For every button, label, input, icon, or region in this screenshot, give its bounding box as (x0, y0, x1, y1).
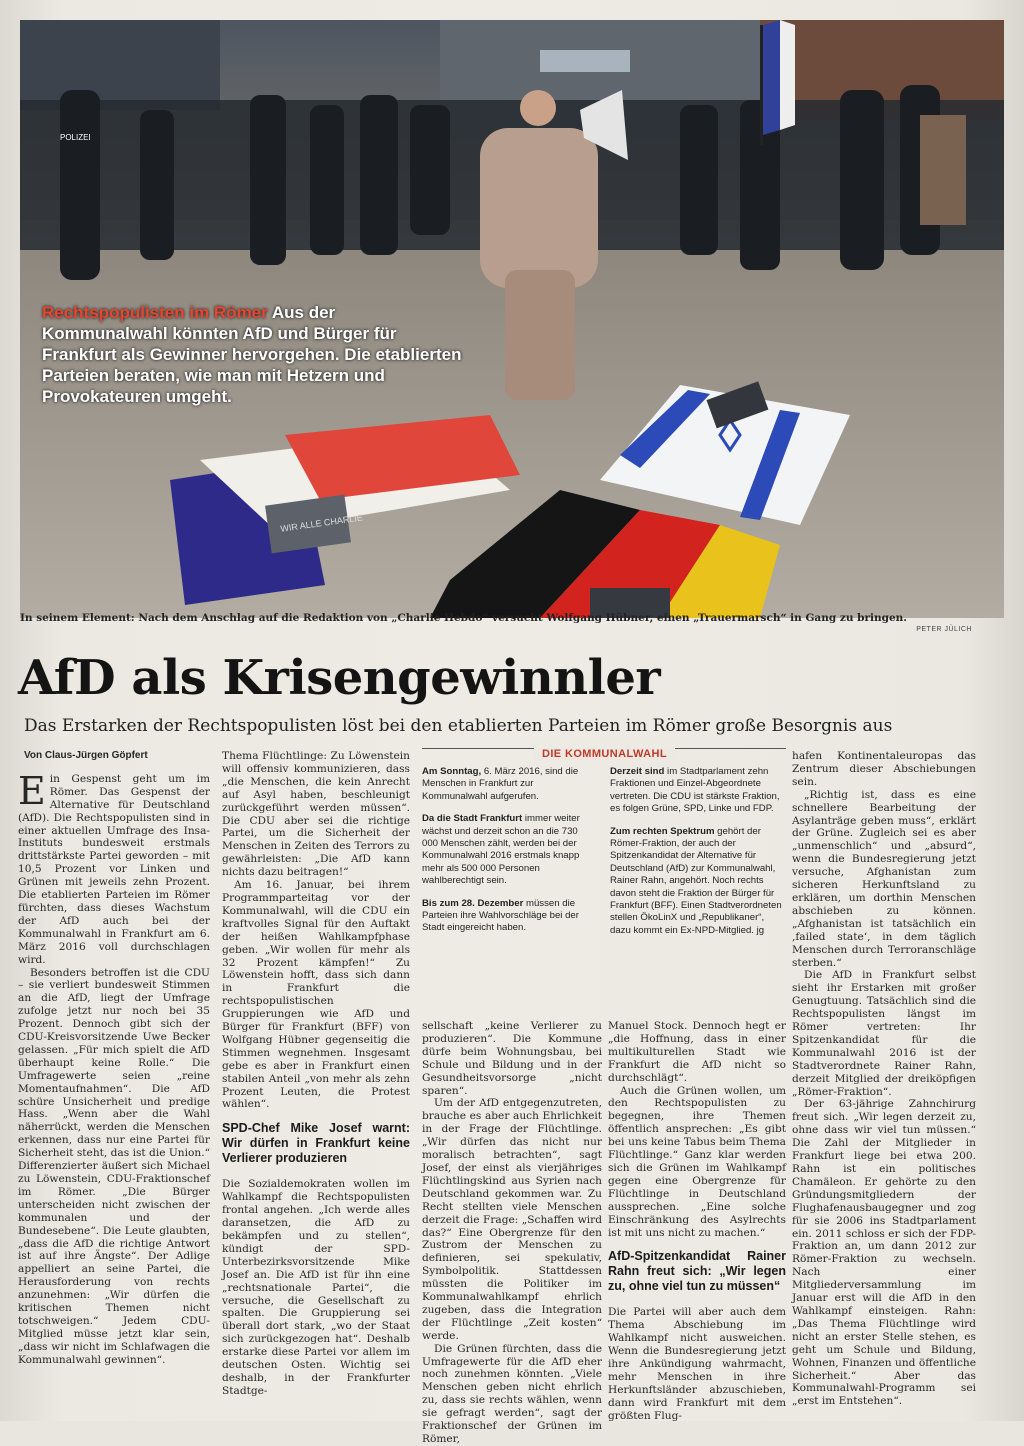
photo-overlay-caption (42, 302, 462, 407)
article-column-4 (608, 1020, 786, 1423)
ground-sign-text: WIR ALLE CHARLIE (279, 512, 364, 534)
article-column-5 (792, 750, 976, 1408)
paragraph: Thema Flüchtlinge: Zu Löwenstein will offensiv kommunizieren, dass „die Menschen, die kein Anrecht auf Asyl haben, beschleunigt zurückgeführt werden müssen“. Die CDU aber sei die richtige Partei, um die Sicherheit der Menschen in Zeiten des Terrors zu gewährleisten: „Die AfD kann nichts dazu beitragen!“ (222, 750, 410, 879)
photo-credit: PETER JÜLICH (916, 626, 972, 633)
paragraph: Der 63-jährige Zahnchirurg freut sich. „Wir legen derzeit zu, ohne dass wir viel tun müssen.“ Die Zahl der Mitglieder in Frankfurt liege bei etwa 200. Rahn ist ein politisches Chamäleon. Er gehörte zu den Gründungsmitgliedern der Flughafenausbaugegner und zog für sie 2006 ins Stadtparlament ein. 2011 schloss er sich der FDP-Fraktion an, um dann 2012 zur Römer-Fraktion zu wechseln. Nach einer Mitgliederversammlung im Januar erst will die AfD in den Wahlkampf einsteigen. Rahn: „Das Thema Flüchtlinge wird nicht an erster Stelle stehen, es geht um Schule und Bildung, Wohnen, Finanzen und öffentliche Sicherheit.“ Aber das Kommunalwahl-Programm sei „erst im Entstehen“. (792, 1098, 976, 1408)
paragraph: Die Grünen fürchten, dass die Umfragewerte für die AfD eher noch zunehmen könnten. „Viele Menschen geben nicht ehrlich zu, dass sie rechts wählen, wenn sie gefragt werden“, sagt der Fraktionschef der Grünen im Römer, (422, 1342, 602, 1445)
photo-overlay-text: Aus der Kommunalwahl könnten AfD und Bürger für Frankfurt als Gewinner hervorgehen. Die etablierten Parteien beraten, wie man mit Hetzern und Provokateuren umgeht. (42, 303, 462, 406)
info-item: Derzeit sind im Stadtparlament zehn Fraktionen und Einzel-Abgeordnete vertreten. Die CDU ist stärkste Fraktion, es folgen Grüne, SPD, Linke und FDP. (610, 766, 780, 815)
info-item: Bis zum 28. Dezember müssen die Parteien ihre Wahlvorschläge bei der Stadt eingereicht haben. (422, 897, 579, 934)
lead-photo (20, 20, 1004, 618)
paragraph: Ein Gespenst geht um im Römer. Das Gespenst der Alternative für Deutschland (AfD). Die Rechtspopulisten sind in einer aktuellen Umfrage des Insa-Instituts bundesweit erstmals drittstärkste Partei geworden – mit 10,5 Prozent vor Linken und Grünen mit jeweils zehn Prozent. Die etablierten Parteien im Römer fürchten, dass dieses Wachstum der AfD auch bei der Kommunalwahl in Frankfurt am 6. März 2016 voll durchschlagen wird. (18, 768, 210, 966)
info-item: Am Sonntag, 6. März 2016, sind die Menschen in Frankfurt zur Kommunalwahl aufgerufen. (422, 766, 579, 802)
drop-cap: E (18, 768, 46, 813)
byline: Von Claus-Jürgen Göpfert (24, 750, 148, 761)
section-subhead-spd: SPD-Chef Mike Josef warnt: Wir dürfen in Frankfurt keine Verlierer produzieren (222, 1121, 410, 1166)
info-box-kommunalwahl (422, 748, 786, 998)
article-column-2 (222, 750, 410, 1398)
headline: AfD als Krisengewinnler (18, 650, 661, 706)
article-column-1 (18, 750, 210, 1367)
info-item: Zum rechten Spektrum gehört der Römer-Fraktion, der auch der Spitzenkandidat der Alternative für Deutschland (AfD) zur Kommunalwahl, Rainer Rahn, angehört. Noch rechts davon steht die Fraktion der Bürger für Frankfurt (BFF). Einen Stadtverordneten stellen ÖkoLinX und „Republikaner“, dazu kommt ein Ex-NPD-Mitglied. jg (610, 825, 782, 936)
police-vest-label: POLIZEI (60, 133, 91, 142)
section-subhead-afd: AfD-Spitzenkandidat Rainer Rahn freut sich: „Wir legen zu, ohne viel tun zu müssen“ (608, 1249, 786, 1294)
info-item: Da die Stadt Frankfurt immer weiter wächst und derzeit schon an die 730 000 Menschen zählt, werden bei der Kommunalwahl 2016 erstmals knapp mehr als 500 000 Personen wahlberechtigt sein. (422, 813, 580, 887)
paragraph: sellschaft „keine Verlierer zu produzieren“. Die Kommune dürfe beim Wohnungsbau, bei Schule und Bildung und in der Gesundheitsvorsorge „nicht sparen“. (422, 1020, 602, 1097)
info-box-left-column (422, 766, 594, 945)
article-column-3 (422, 1020, 602, 1446)
paragraph: „Richtig ist, dass es eine schnellere Bearbeitung der Asylanträge geben muss“, erklärt der Grüne. Zugleich sei es aber „unmenschlich“ und „absurd“, wenn die Bundesregierung jetzt versuche, Afghanistan zum sicheren Herkunftsland zu erklären, um dorthin Menschen abschieben zu können. „Afghanistan ist tatsächlich ein ‚failed state‘, in dem täglich Menschen durch Terroranschläge sterben.“ (792, 788, 976, 969)
paragraph: Auch die Grünen wollen, um den Rechtspopulisten zu begegnen, ihre Themen öffentlich ansprechen: „Es gibt bei uns keine Tabus beim Thema Flüchtlinge.“ Ganz klar werden sich die Grünen im Wahlkampf gegen eine Obergrenze für Flüchtlinge in Deutschland aussprechen. „Eine solche Einschränkung des Asylrechts ist mit uns nicht zu machen.“ (608, 1084, 786, 1239)
paragraph: Manuel Stock. Dennoch hegt er „die Hoffnung, dass in einer multikulturellen Stadt wie Frankfurt die AfD nicht so durchschlägt“. (608, 1020, 786, 1084)
paragraph: Die Sozialdemokraten wollen im Wahlkampf die Rechtspopulisten frontal angehen. „Ich werde alles daransetzen, die AfD zu bekämpfen und zu stellen“, kündigt der SPD-Unterbezirksvorsitzende Mike Josef an. Die AfD ist für ihn eine „rechtsnationale Partei“, die versuche, die Gesellschaft zu spalten. Die Gruppierung sei überall dort stark, „wo der Staat sich zurückgezogen hat“. Deshalb erstarke diese Partei vor allem im deutschen Osten. Wichtig sei deshalb, in der Frankfurter Stadtge- (222, 1178, 410, 1397)
info-box-title: DIE KOMMUNALWAHL (534, 748, 675, 760)
paragraph: Besonders betroffen ist die CDU – sie verliert bundesweit Stimmen an die AfD, liegt der Umfrage zufolge jetzt nur noch bei 35 Prozent. Dennoch gibt sich der CDU-Kreisvorsitzende Uwe Becker gelassen. „Für mich spielt die AfD überhaupt keine Rolle.“ Die Umfragewerte seien „reine Momentaufnahmen“. Die AfD schüre Unsicherheit und predige Hass. „Wenn aber die Wahl näherrückt, werden die Menschen erkennen, dass nur eine Partei für Sicherheit steht, das ist die Union.“ Differenzierter äußert sich Michael zu Löwenstein, CDU-Fraktionschef im Römer. „Die Bürger unterscheiden nicht zwischen der kommunalen und der Bundesebene“. Die Leute glaubten, „dass die AfD die richtige Antwort ist auf ihre Ängste“. Der Adlige appelliert an seine Partei, die Herausforderung von rechts anzunehmen: „Wir dürfen die kritischen Themen nicht totschweigen.“ Jedem CDU-Mitglied müsse jetzt klar sein, „dass wir nicht im Schlafwagen die Kommunalwahl gewinnen“. (18, 966, 210, 1366)
paragraph: Die Partei will aber auch dem Thema Abschiebung im Wahlkampf nicht ausweichen. Wenn die Bundesregierung jetzt ihre Ankündigung wahrmacht, mehr Menschen in ihre Herkunftsländer abzuschieben, dann wird Frankfurt mit dem größten Flug- (608, 1306, 786, 1422)
paragraph: Die AfD in Frankfurt selbst sieht ihr Erstarken mit großer Genugtuung. Tatsächlich sind die Rechtspopulisten längst im Römer vertreten: Ihr Spitzenkandidat für die Kommunalwahl 2016 ist der Stadtverordnete Rainer Rahn, derzeit Mitglied der dreiköpfigen „Römer-Fraktion“. (792, 969, 976, 1098)
paragraph: Am 16. Januar, bei ihrem Programmparteitag vor der Kommunalwahl, will die CDU ein kraftvolles Signal für den Auftakt der heißen Wahlkampfphase geben. „Wir wollen für mehr als 32 Prozent kämpfen!“ Zu Löwenstein hofft, dass sich dann in Frankfurt die rechtspopulistischen Gruppierungen wie AfD und Bürger für Frankfurt (BFF) von Wolfgang Hübner gegenseitig die Stimmen wegnehmen. Insgesamt gebe es aber in Frankfurt einen stabilen Anteil „von mehr als zehn Prozent Leuten, die Protest wählen“. (222, 879, 410, 1111)
info-box-right-column (610, 766, 782, 947)
photo-caption: In seinem Element: Nach dem Anschlag auf die Redaktion von „Charlie Hebdo“ versucht Wolfgang Hübner, einen „Trauermarsch“ in Gang zu bringen. (20, 612, 907, 624)
paragraph: hafen Kontinentaleuropas das Zentrum dieser Abschiebungen sein. (792, 750, 976, 788)
info-box-header (422, 748, 786, 765)
subheadline: Das Erstarken der Rechtspopulisten löst bei den etablierten Parteien im Römer große Besorgnis aus (24, 716, 893, 736)
paragraph: Um der AfD entgegenzutreten, brauche es aber auch Ehrlichkeit in der Frage der Flüchtlinge. „Wir dürfen das nicht nur moralisch betrachten“, sagt Josef, der einst als vierjähriges Flüchtlingskind aus Syrien nach Deutschland gekommen war. Zu Recht stellten viele Menschen derzeit die Frage: „Schaffen wird das?“ Eine Obergrenze für den Zustrom der Menschen zu definieren, sei spekulativ, Symbolpolitik. Stattdessen müssten die Politiker im Kommunalwahlkampf ehrlich zugeben, dass die Integration der Flüchtlinge „Zeit kosten“ werde. (422, 1097, 602, 1342)
photo-overlay-kicker: Rechtspopulisten im Römer (42, 303, 268, 322)
